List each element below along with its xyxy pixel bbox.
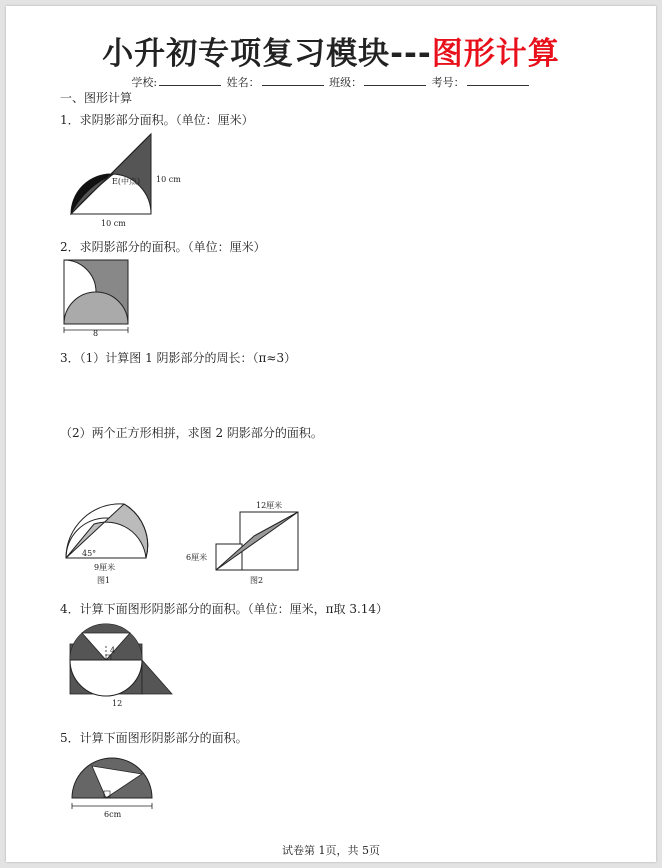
question-3-text: 3．（1）计算图 1 阴影部分的周长：（π≈3）: [60, 351, 297, 365]
section-title: 一、图形计算: [60, 91, 133, 105]
q3-fig2-left-label: 6厘米: [186, 553, 208, 562]
q4-height-label: 4: [110, 646, 116, 655]
name-label: 姓名：: [226, 76, 260, 89]
page-title: [6, 28, 656, 73]
question-1-figure: [66, 134, 181, 229]
q3-angle-label: 45°: [82, 549, 97, 558]
question-5-figure: [70, 754, 160, 824]
exam-page: [6, 6, 656, 862]
q1-side-label: 10 cm: [156, 175, 181, 184]
question-2-figure: [62, 258, 142, 338]
class-label: 班级：: [329, 76, 363, 89]
q5-base-label: 6cm: [104, 810, 122, 819]
exam-number-label: 考号：: [431, 76, 465, 89]
q2-base-label: 8: [93, 329, 99, 338]
question-4-figure: [68, 622, 178, 707]
name-blank[interactable]: [262, 75, 324, 86]
q3-fig1-caption: 图1: [97, 576, 111, 585]
title-main: 小升初专项复习模块---: [102, 36, 432, 72]
question-5-text: 5．计算下面图形阴影部分的面积。: [60, 731, 248, 745]
question-4-text: 4．计算下面图形阴影部分的面积。（单位：厘米，π取 3.14）: [60, 602, 389, 616]
class-blank[interactable]: [364, 75, 426, 86]
question-3-figure-1: [64, 496, 154, 586]
question-2-text: 2．求阴影部分的面积。（单位：厘米）: [60, 240, 266, 254]
school-blank[interactable]: [159, 75, 221, 86]
title-highlight: 图形计算: [431, 36, 560, 72]
question-3-text-2: （2）两个正方形相拼，求图 2 阴影部分的面积。: [60, 426, 323, 440]
q1-center-label: E(中点): [112, 177, 141, 186]
school-label: 学校:: [131, 76, 158, 89]
exam-number-blank[interactable]: [467, 75, 529, 86]
q1-base-label: 10 cm: [101, 219, 126, 228]
q4-base-label: 12: [112, 699, 123, 708]
q3-fig1-base-label: 9厘米: [94, 563, 116, 572]
page-footer: 试卷第 1页，共 5页: [282, 844, 380, 857]
q3-fig2-top-label: 12厘米: [256, 501, 283, 510]
question-1-text: 1．求阴影部分面积。（单位：厘米）: [60, 113, 254, 127]
student-info-line: [6, 74, 656, 90]
q3-fig2-caption: 图2: [250, 576, 264, 585]
question-3-figure-2: [184, 496, 304, 586]
